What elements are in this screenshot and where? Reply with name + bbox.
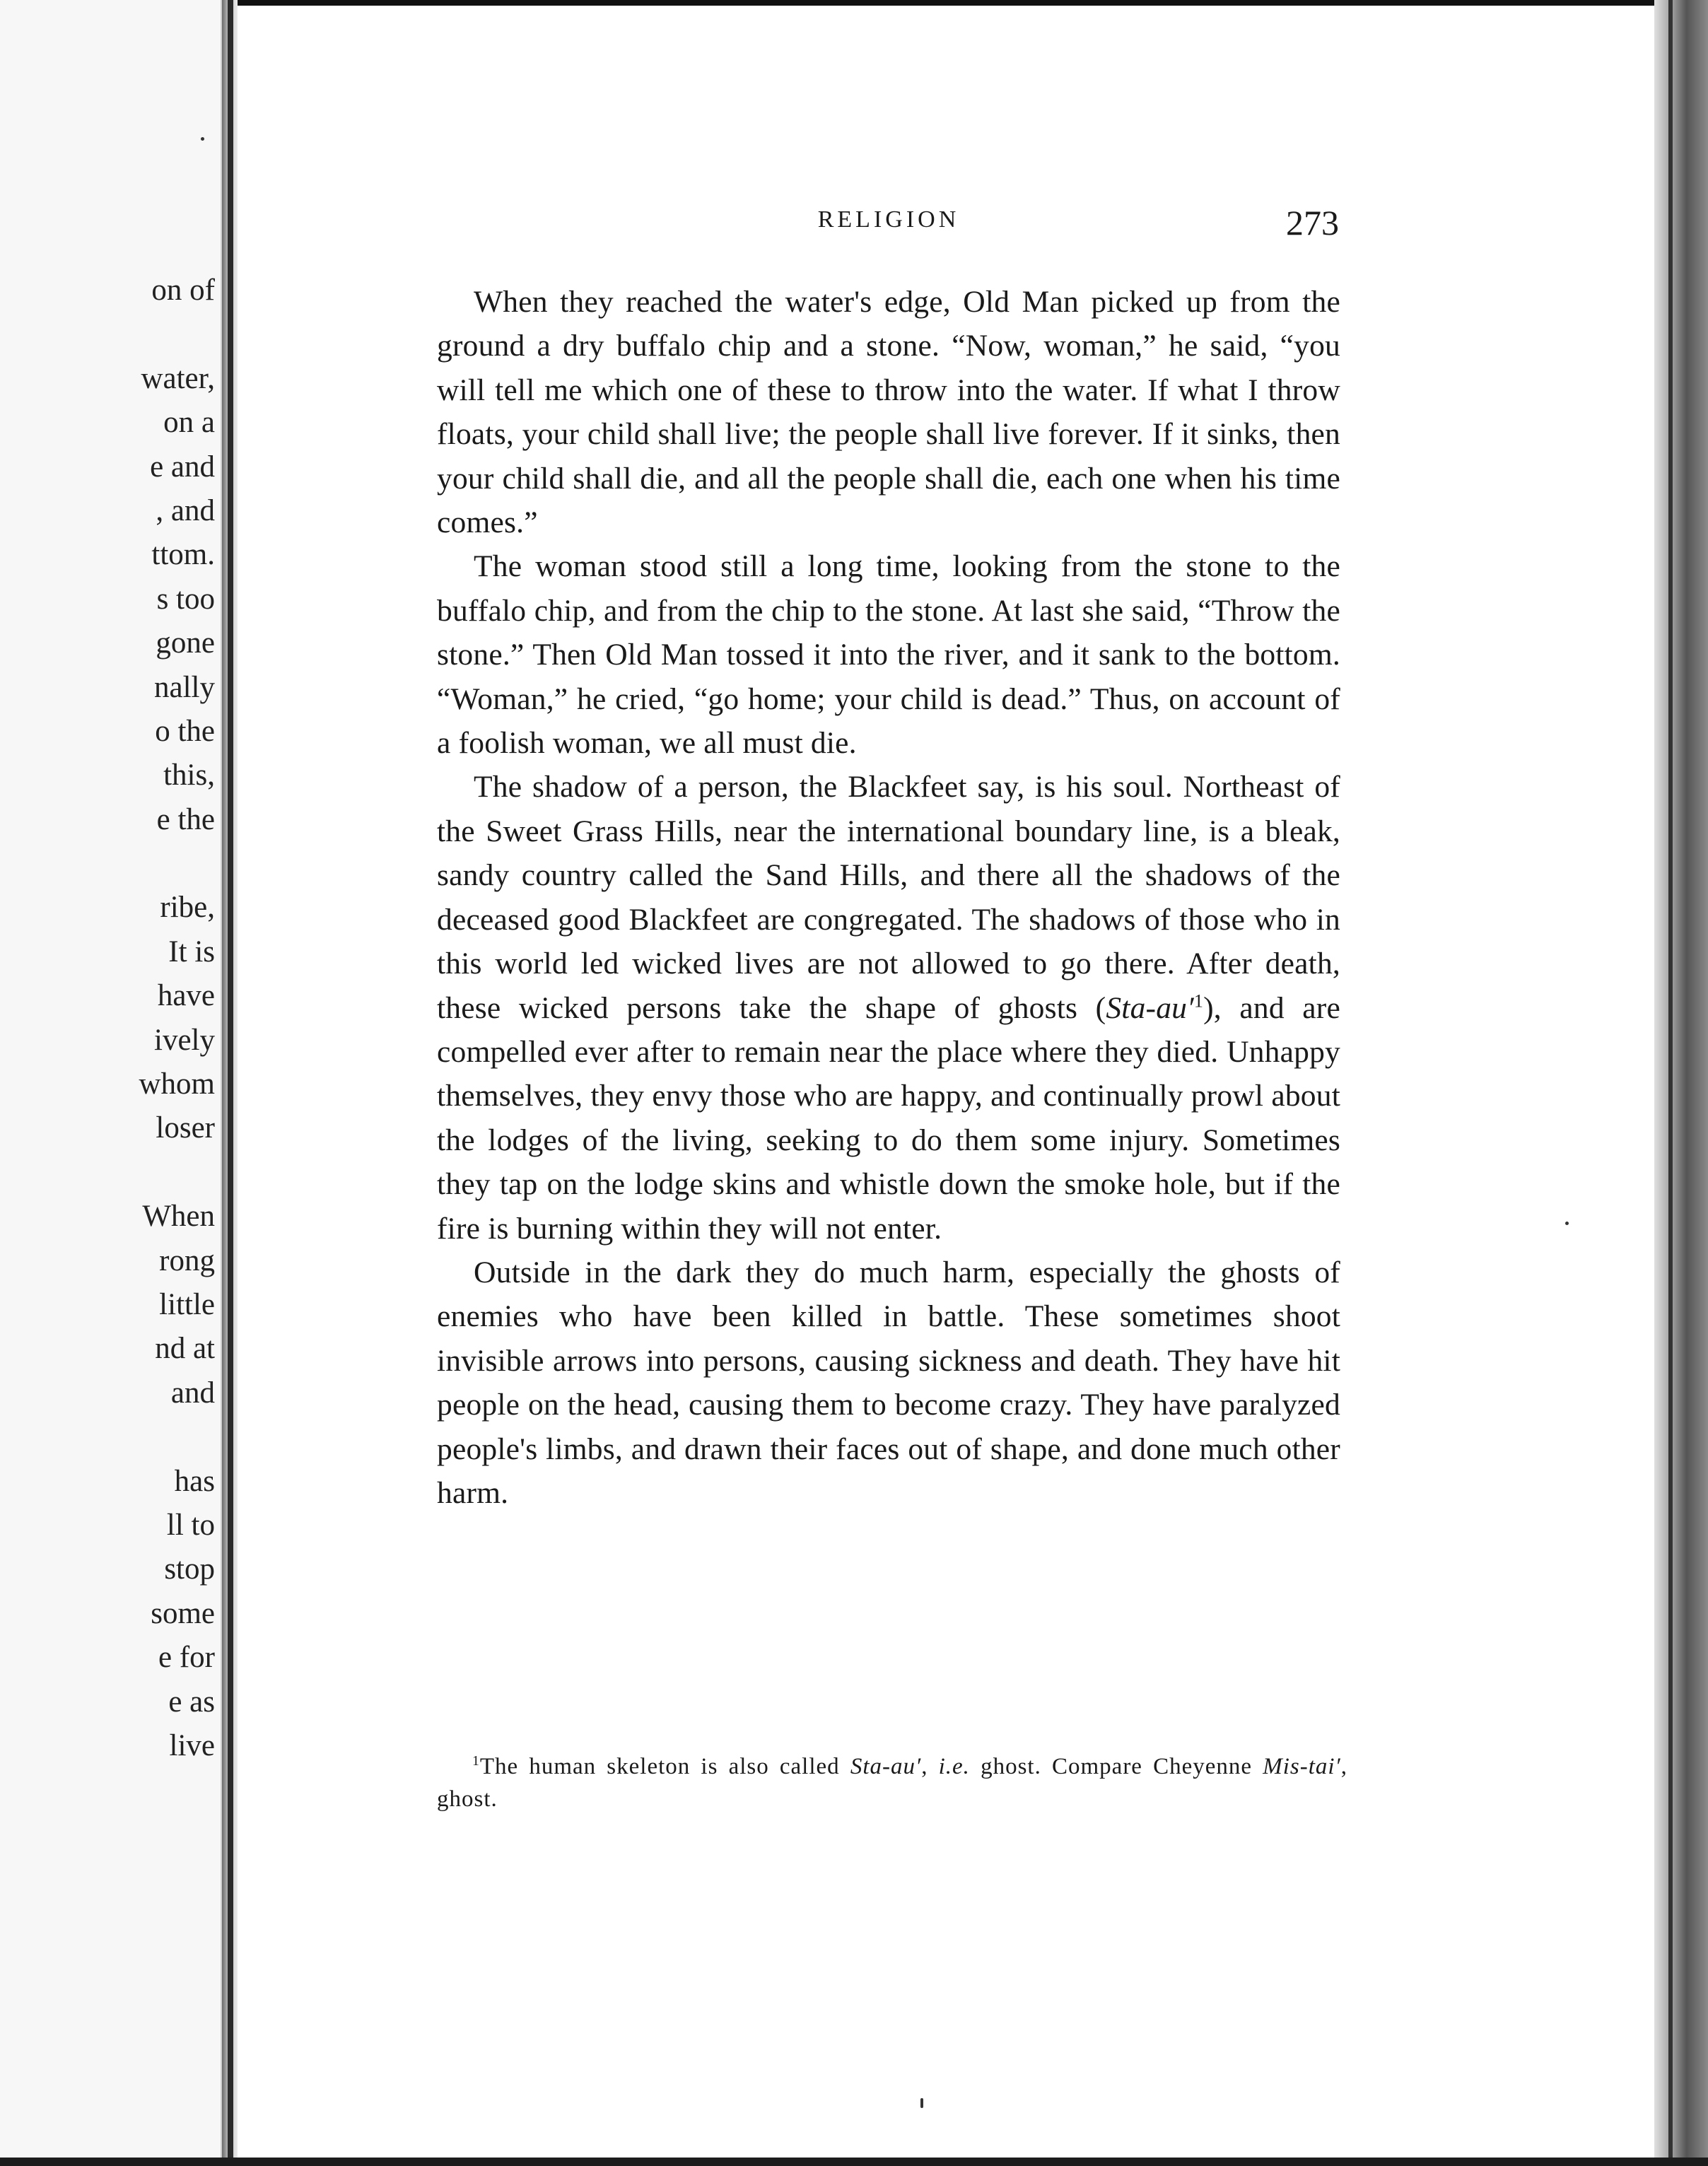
- scan-bottom-edge: [0, 2158, 1708, 2166]
- footnote: [437, 1750, 1347, 1815]
- facing-page-line: loser: [156, 1111, 215, 1145]
- page-header: [438, 202, 1339, 245]
- footnote-text-d: , ghost.: [437, 1754, 1347, 1812]
- footnote-ref: 1: [1193, 990, 1204, 1011]
- paragraph-1: When they reached the water's edge, Old Man picked up from the ground a dry buffalo chip and a stone. “Now, woman,” he said, “you will tell me which one of these to throw into the water. If what I throw floats, your child shall live; the people shall live forever. If it sinks, then your child shall die, and all the people shall die, each one when his time comes.”: [437, 285, 1340, 540]
- page-number: 273: [1286, 203, 1339, 242]
- facing-page-line: [0, 1415, 219, 1459]
- facing-page-text: [0, 269, 219, 1768]
- footnote-marker: 1: [472, 1753, 480, 1769]
- facing-page-line: [0, 842, 219, 886]
- facing-page-line: e for: [158, 1641, 215, 1675]
- page-edge-line: [1668, 0, 1673, 2166]
- speck: [920, 2098, 923, 2108]
- facing-page-line: When: [142, 1200, 215, 1234]
- facing-page-line: It is: [168, 935, 215, 968]
- footnote-text-b: ,: [921, 1754, 939, 1779]
- facing-page-line: nd at: [155, 1332, 215, 1366]
- facing-page-line: , and: [156, 493, 215, 527]
- facing-page-line: ribe,: [160, 891, 215, 925]
- facing-page-line: o the: [155, 714, 215, 748]
- paragraph-3: [437, 765, 1340, 1250]
- facing-page-line: water,: [141, 361, 215, 395]
- facing-page-line: e and: [150, 450, 215, 484]
- paragraph-2: The woman stood still a long time, looking from the stone to the buffalo chip, and from the chip to the stone. At last she said, “Throw the stone.” Then Old Man tossed it into the river, and it sank to the bottom. “Woman,” he cried, “go home; your child is dead.” Thus, on account of a foolish woman, we all must die.: [437, 549, 1340, 761]
- footnote-term-1: Sta-au′: [850, 1754, 922, 1779]
- body-text: [437, 280, 1340, 1515]
- facing-page-line: on a: [163, 406, 215, 440]
- running-head: RELIGION: [817, 206, 960, 233]
- paragraph-4: Outside in the dark they do much harm, especially the ghosts of enemies who have been killed in battle. These sometimes shoot invisible arrows into persons, causing sickness and death. They have hit people on the head, causing them to become crazy. They have paralyzed people's limbs, and drawn their faces out of shape, and done much other harm.: [437, 1255, 1340, 1510]
- facing-page-line: on of: [151, 274, 215, 307]
- facing-page-line: ll to: [166, 1508, 215, 1542]
- scan-top-edge: [0, 0, 1708, 6]
- facing-page-line: rong: [159, 1243, 215, 1277]
- page-edge-stack: [1654, 0, 1708, 2166]
- facing-page-line: and: [170, 1376, 215, 1410]
- facing-page-line: e the: [156, 802, 215, 836]
- facing-page-line: this,: [163, 759, 215, 792]
- ghost-term: Sta-au′: [1106, 990, 1194, 1025]
- facing-page-line: [0, 312, 219, 356]
- footnote-term-2: Mis-tai′: [1263, 1754, 1341, 1779]
- facing-page-line: ively: [154, 1023, 215, 1057]
- facing-page-line: some: [151, 1596, 215, 1630]
- facing-page-line: gone: [156, 626, 215, 660]
- footnote-text-c: ghost. Compare Cheyenne: [969, 1754, 1263, 1779]
- paragraph-3-part-1: The shadow of a person, the Blackfeet say, is his soul. Northeast of the Sweet Grass Hills, near the international boundary line, is a bleak, sandy country called the Sand Hills, and there all the shadows of the deceased good Blackfeet are congregated. The shadows of those who in this world led wicked lives are not allowed to go there. After death, these wicked persons take the shape of ghosts (: [437, 770, 1340, 1025]
- footnote-ie: i.e.: [938, 1754, 970, 1779]
- facing-page: [0, 0, 222, 2166]
- facing-page-line: live: [169, 1728, 215, 1762]
- speck: [201, 137, 204, 141]
- facing-page-line: have: [157, 979, 215, 1013]
- facing-page-line: stop: [164, 1552, 215, 1586]
- facing-page-line: little: [159, 1287, 215, 1321]
- facing-page-line: e as: [168, 1685, 215, 1719]
- facing-page-line: [0, 1151, 219, 1195]
- footnote-text-a: The human skeleton is also called: [479, 1754, 850, 1779]
- facing-page-line: has: [174, 1464, 215, 1498]
- gutter-shadow: [228, 0, 233, 2166]
- facing-page-line: ttom.: [151, 538, 215, 572]
- facing-page-line: nally: [154, 670, 215, 704]
- speck: [1565, 1222, 1569, 1225]
- facing-page-line: whom: [139, 1067, 215, 1101]
- paragraph-3-part-2: ), and are compelled ever after to remain near the place where they died. Unhappy themselves, they envy those who are happy, and continually prowl about the lodges of the living, seeking to do them some injury. Sometimes they tap on the lodge skins and whistle down the smoke hole, but if the fire is burning within they will not enter.: [437, 990, 1340, 1246]
- footnote-1: [437, 1750, 1347, 1815]
- facing-page-line: s too: [156, 582, 215, 616]
